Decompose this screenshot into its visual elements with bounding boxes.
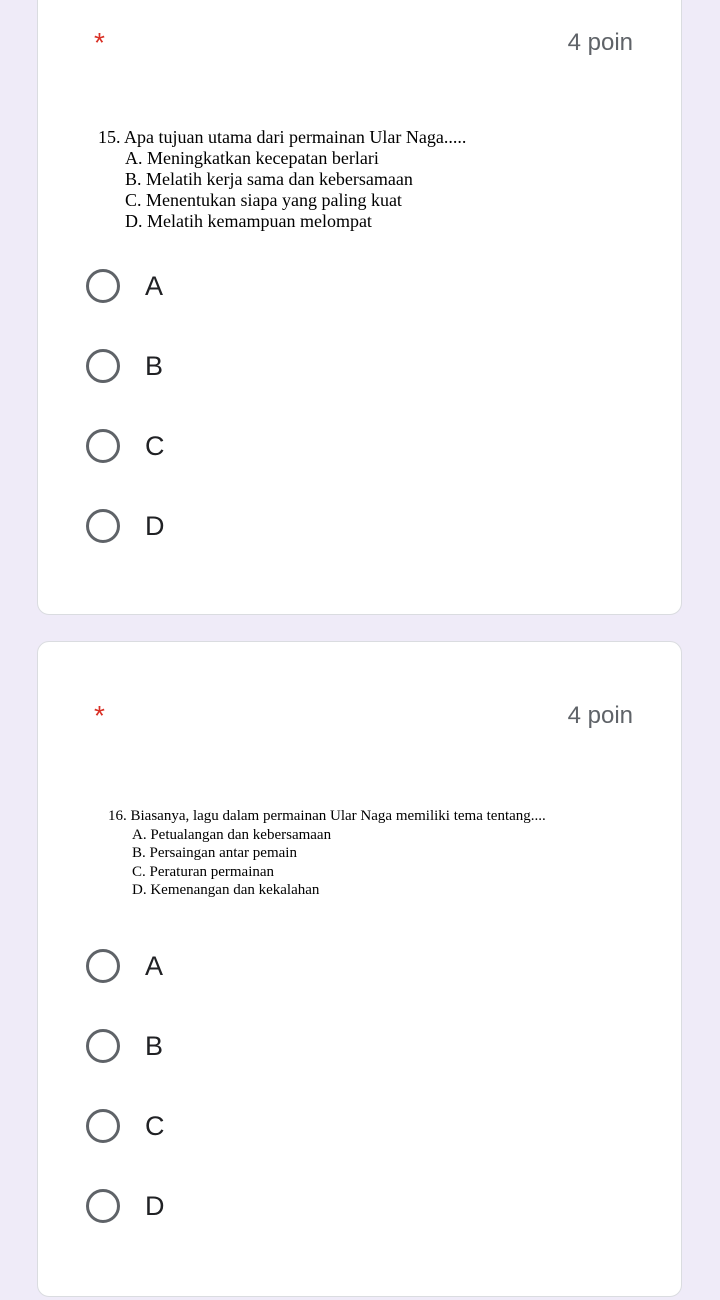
option-text: D. Kemenangan dan kekalahan	[132, 882, 320, 899]
radio-option-b[interactable]	[86, 344, 386, 388]
points-label: 4 poin	[567, 702, 633, 729]
radio-label: C	[145, 1110, 165, 1141]
radio-option-c[interactable]	[86, 1104, 386, 1148]
radio-label: A	[145, 270, 164, 301]
option-text: B. Melatih kerja sama dan kebersamaan	[125, 169, 413, 189]
question-card-16	[37, 641, 682, 1297]
radio-button[interactable]	[86, 349, 120, 383]
option-text: A. Petualangan dan kebersamaan	[132, 826, 332, 843]
radio-label: C	[145, 430, 165, 461]
radio-label: D	[145, 1190, 165, 1221]
question-image	[98, 127, 466, 232]
radio-option-a[interactable]	[86, 944, 386, 988]
radio-button[interactable]	[86, 1109, 120, 1143]
required-asterisk: *	[94, 700, 105, 731]
radio-option-c[interactable]	[86, 424, 386, 468]
radio-label: B	[145, 350, 164, 381]
option-text: D. Melatih kemampuan melompat	[125, 211, 372, 231]
option-text: C. Peraturan permainan	[132, 863, 275, 880]
option-text: A. Meningkatkan kecepatan berlari	[125, 148, 379, 168]
radio-option-d[interactable]	[86, 1184, 386, 1228]
question-text: 15. Apa tujuan utama dari permainan Ular Naga.....	[98, 127, 467, 147]
radio-button[interactable]	[86, 1029, 120, 1063]
radio-button[interactable]	[86, 429, 120, 463]
required-asterisk: *	[94, 27, 105, 58]
radio-option-d[interactable]	[86, 504, 386, 548]
radio-button[interactable]	[86, 269, 120, 303]
radio-label: D	[145, 510, 165, 541]
question-card-15	[37, 0, 682, 615]
radio-label: A	[145, 950, 164, 981]
radio-button[interactable]	[86, 949, 120, 983]
question-image	[108, 807, 546, 900]
points-label: 4 poin	[567, 29, 633, 56]
radio-option-b[interactable]	[86, 1024, 386, 1068]
radio-button[interactable]	[86, 509, 120, 543]
option-text: C. Menentukan siapa yang paling kuat	[125, 190, 402, 210]
question-text: 16. Biasanya, lagu dalam permainan Ular Naga memiliki tema tentang....	[108, 808, 546, 824]
radio-label: B	[145, 1030, 164, 1061]
option-text: B. Persaingan antar pemain	[132, 845, 297, 862]
radio-option-a[interactable]	[86, 264, 386, 308]
radio-button[interactable]	[86, 1189, 120, 1223]
